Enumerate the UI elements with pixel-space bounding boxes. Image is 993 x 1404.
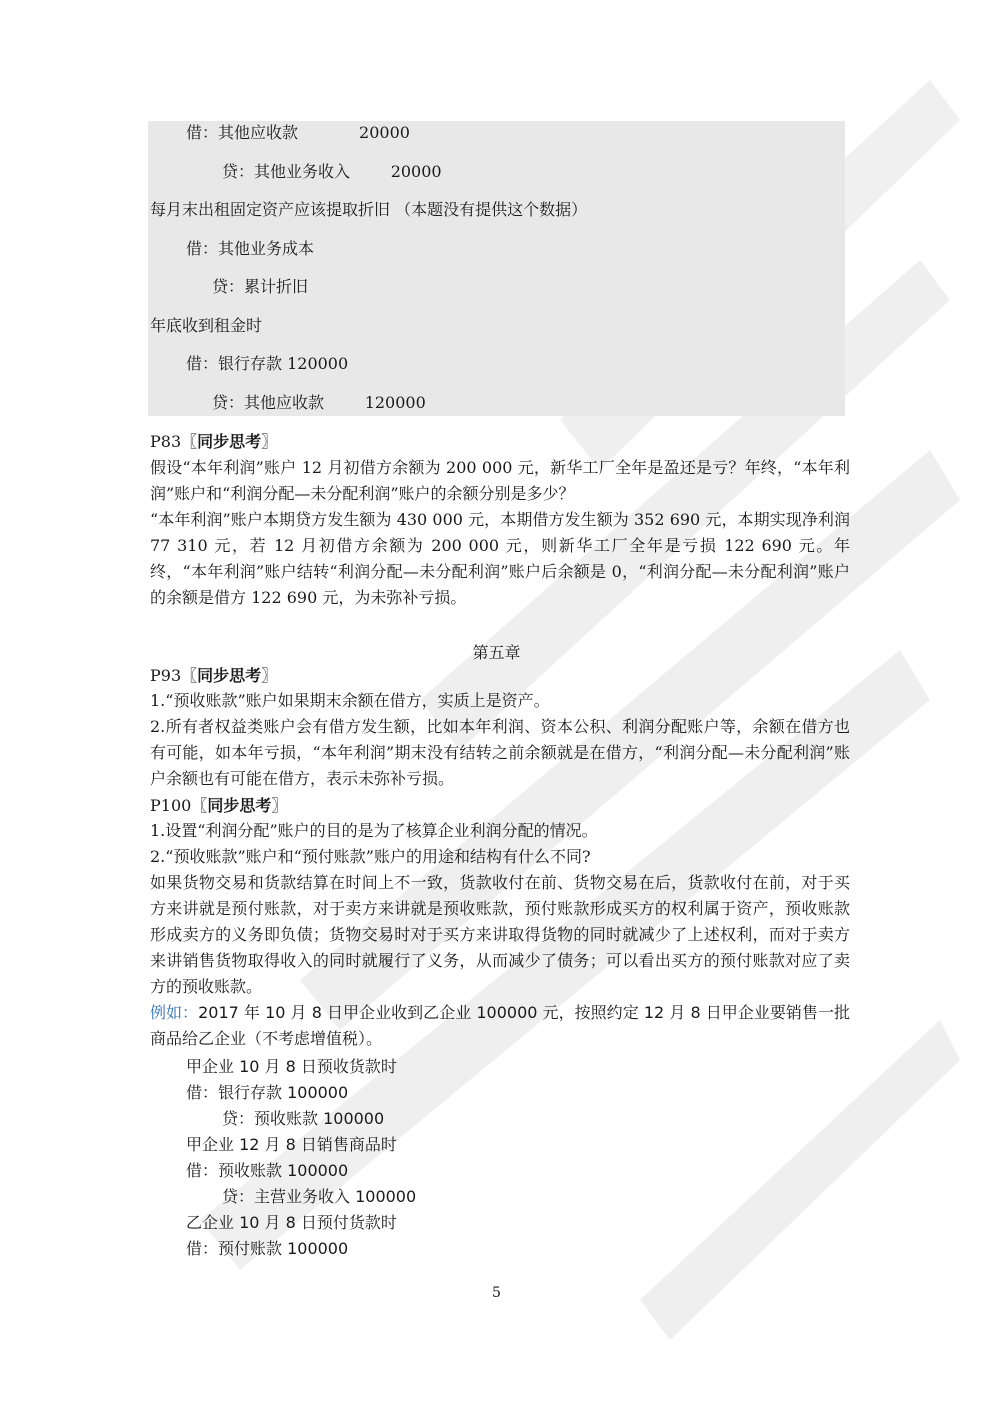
entry-line: 贷：其他应收款 120000 — [212, 393, 426, 412]
example-label: 例如： — [150, 1003, 199, 1022]
p100-item-2: 2.“预收账款”账户和“预付账款”账户的用途和结构有什么不同? — [150, 847, 591, 866]
p100-example — [150, 1000, 850, 1052]
chapter-title: 第五章 — [472, 643, 521, 662]
entry-line: 每月末出租固定资产应该提取折旧 （本题没有提供这个数据） — [150, 200, 588, 219]
p83-question: 假设“本年利润”账户 12 月初借方余额为 200 000 元，新华工厂全年是盈还是亏？年终，“本年利润”账户和“利润分配—未分配利润”账户的余额分别是多少？ — [150, 458, 850, 503]
page-ref: P100〖 — [150, 796, 208, 815]
p93-item-2: 2.所有者权益类账户会有借方发生额，比如本年利润、资本公积、利润分配账户等，余额在借方也有可能，如本年亏损，“本年利润”期末没有结转之前余额就是在借方，“利润分配—未分配利润”账户余额也有可能在借方，表示未弥补亏损。 — [150, 717, 850, 788]
page-ref: P93〖 — [150, 666, 198, 685]
section-heading-p100 — [150, 796, 287, 816]
example-entry: 贷：预收账款 100000 — [222, 1109, 385, 1128]
section-title: 同步思考 — [207, 796, 272, 815]
example-entry: 贷：主营业务收入 100000 — [222, 1187, 417, 1206]
entry-line: 贷：累计折旧 — [212, 277, 309, 296]
example-entry: 甲企业 12 月 8 日销售商品时 — [186, 1135, 397, 1154]
section-heading-p83 — [150, 432, 277, 452]
entry-line: 借：其他应收款 20000 — [186, 123, 410, 142]
example-text: 2017 年 10 月 8 日甲企业收到乙企业 100000 元，按照约定 12 月 8 日甲企业要销售一批商品给乙企业（不考虑增值税）。 — [150, 1003, 850, 1048]
p100-item-1: 1.设置“利润分配”账户的目的是为了核算企业利润分配的情况。 — [150, 821, 598, 840]
section-heading-p93 — [150, 666, 277, 686]
entry-line: 借：其他业务成本 — [186, 239, 315, 258]
example-entry: 借：银行存款 100000 — [186, 1083, 349, 1102]
page-ref: P83〖 — [150, 432, 198, 451]
example-entry: 乙企业 10 月 8 日预付货款时 — [186, 1213, 397, 1232]
entry-line: 年底收到租金时 — [150, 316, 263, 335]
p83-answer: “本年利润”账户本期贷方发生额为 430 000 元，本期借方发生额为 352 690 元，本期实现净利润 77 310 元，若 12 月初借方余额为 200 000 元，则新华工厂全年是亏损 122 690 元。年终，“本年利润”账户结转“利润分配—未分配利润”账户后余额是 0，“利润分配—未分配利润”账户的余额是借方 122 690 元，为未弥补亏损。 — [150, 510, 850, 607]
bracket-close: 〗 — [261, 432, 278, 451]
section-title: 同步思考 — [197, 432, 262, 451]
page-number: 5 — [492, 1285, 501, 1301]
bracket-close: 〗 — [261, 666, 278, 685]
bracket-close: 〗 — [271, 796, 288, 815]
section-title: 同步思考 — [197, 666, 262, 685]
entry-line: 贷：其他业务收入 20000 — [222, 162, 442, 181]
entry-line: 借：银行存款 120000 — [186, 354, 349, 373]
example-entry: 甲企业 10 月 8 日预收货款时 — [186, 1057, 397, 1076]
p93-item-1: 1.“预收账款”账户如果期末余额在借方，实质上是资产。 — [150, 691, 550, 710]
example-entry: 借：预收账款 100000 — [186, 1161, 349, 1180]
example-entry: 借：预付账款 100000 — [186, 1239, 349, 1258]
p100-answer: 如果货物交易和货款结算在时间上不一致，货款收付在前、货物交易在后，货款收付在前，对于买方来讲就是预付账款，对于卖方来讲就是预收账款，预付账款形成买方的权利属于资产，预收账款形成卖方的义务即负债；货物交易时对于买方来讲取得货物的同时就减少了上述权利，而对于卖方来讲销售货物取得收入的同时就履行了义务，从而减少了债务；可以看出买方的预付账款对应了卖方的预收账款。 — [150, 873, 850, 996]
